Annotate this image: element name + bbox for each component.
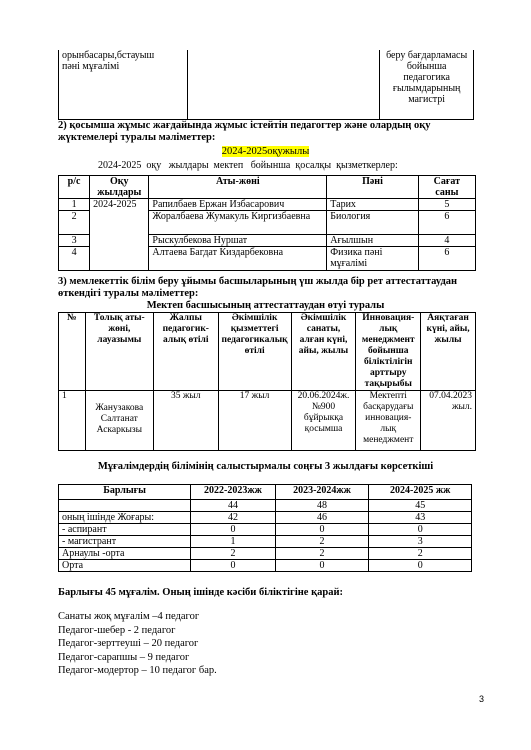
staff-header: Аты-жөні — [149, 176, 327, 199]
top-table-text: магистрі — [408, 94, 446, 105]
director-admin: 17 жыл — [218, 391, 291, 451]
staff-year: 2024-2025 — [90, 199, 149, 271]
director-header: Жалпы педагогик-алық өтілі — [154, 313, 219, 391]
staff-subject: Физика пәні мұғалімі — [327, 247, 418, 271]
comparison-cell: 0 — [191, 560, 275, 572]
comparison-table — [58, 484, 472, 572]
top-table-text: орынбасары,бстауыш — [62, 50, 155, 61]
comparison-cell: 42 — [191, 512, 275, 524]
staff-subject: Тарих — [327, 199, 418, 211]
director-total: 35 жыл — [154, 391, 219, 451]
summary-line: Педагог-сарапшы – 9 педагог — [58, 651, 190, 663]
comparison-cell: 0 — [191, 524, 275, 536]
director-header: Инновация-лық менеджмент бойынша біліктілігін арттыру тақырыбы — [356, 313, 421, 391]
comparison-header: 2024-2025 жж — [369, 485, 472, 500]
summary-list — [58, 610, 217, 678]
comparison-cell: 2 — [275, 548, 369, 560]
section3-heading-line: өткендігі туралы мәліметтер: — [58, 288, 199, 299]
page-number: 3 — [479, 694, 485, 704]
staff-header: Оқу жылдары — [90, 176, 149, 199]
director-category: 20.06.2024ж. №900 бұйрыкқа қосымша — [291, 391, 356, 451]
top-table — [58, 50, 474, 120]
comparison-cell: 46 — [275, 512, 369, 524]
top-table-text: педагогика — [403, 72, 450, 83]
summary-line: Педагог-модертор – 10 педагог бар. — [58, 665, 217, 676]
director-table — [58, 312, 476, 451]
staff-name: Рапилбаев Ержан Избасарович — [149, 199, 327, 211]
director-num: 1 — [59, 391, 86, 451]
staff-hours: 5 — [418, 199, 475, 211]
comparison-cell: 2 — [191, 548, 275, 560]
comparison-label — [59, 500, 191, 512]
staff-table — [58, 175, 476, 271]
year-highlight-wrap — [0, 146, 531, 157]
staff-header: Сағат саны — [418, 176, 475, 199]
comparison-label: оның ішінде Жоғары: — [59, 512, 191, 524]
director-finished: 07.04.2023 жыл. — [421, 391, 476, 451]
staff-num: 1 — [59, 199, 90, 211]
comparison-cell: 1 — [191, 536, 275, 548]
section2-heading — [58, 120, 488, 144]
section3-heading — [58, 276, 498, 300]
staff-name: Жоралбаева Жумакуль Киргизбаевна — [149, 211, 327, 235]
section3-heading-line: 3) мемлекеттік білім беру ұйымы басшыларының үш жылда бір рет аттестаттаудан — [58, 276, 458, 287]
director-header: Әкімшілік қызметтегі педагогикалық өтілі — [218, 313, 291, 391]
top-table-text: бойынша — [406, 61, 447, 72]
section3-table-title: Мектеп басшысының аттестаттаудан өтуі туралы — [146, 300, 385, 311]
year-highlight: 2024-2025оқужылы — [221, 146, 310, 157]
comparison-cell: 45 — [369, 500, 472, 512]
staff-name: Рыскулбекова Нуршат — [149, 235, 327, 247]
top-table-text: ғылымдарының — [392, 83, 461, 94]
comparison-label: Арнаулы -орта — [59, 548, 191, 560]
staff-hours: 4 — [418, 235, 475, 247]
staff-header: р/с — [59, 176, 90, 199]
top-table-cell-3 — [380, 50, 474, 119]
comparison-title: Мұғалімдердің білімінің салыстырмалы соңғы 3 жылдағы көрсеткіші — [97, 461, 434, 472]
comparison-header: 2022-2023жж — [191, 485, 275, 500]
comparison-cell: 43 — [369, 512, 472, 524]
comparison-label: - аспирант — [59, 524, 191, 536]
comparison-cell: 0 — [369, 560, 472, 572]
staff-subject: Биология — [327, 211, 418, 235]
director-topic: Мектепті басқарудағы инновация-лық менеджмент — [356, 391, 421, 451]
top-table-text: пәні мұғалімі — [62, 61, 120, 72]
comparison-cell: 2 — [275, 536, 369, 548]
comparison-cell: 0 — [369, 524, 472, 536]
staff-num: 3 — [59, 235, 90, 247]
top-table-cell-1 — [59, 50, 188, 119]
staff-hours: 6 — [418, 211, 475, 235]
section2-subtitle: 2024-2025 оқу жылдары мектеп бойынша қосалқы қызметкерлер: — [98, 160, 398, 171]
comparison-cell: 2 — [369, 548, 472, 560]
comparison-header: Барлығы — [59, 485, 191, 500]
staff-num: 2 — [59, 211, 90, 235]
director-header: Аяқтаған күні, айы, жылы — [421, 313, 476, 391]
staff-header: Пәні — [327, 176, 418, 199]
comparison-cell: 48 — [275, 500, 369, 512]
summary-line: Педагог-зерттеуші – 20 педагог — [58, 638, 199, 649]
section2-heading-line: жүктемелері туралы мәліметтер: — [58, 132, 216, 143]
comparison-label: Орта — [59, 560, 191, 572]
comparison-cell: 44 — [191, 500, 275, 512]
section2-heading-line: 2) қосымша жұмыс жағдайында жұмыс істейтін педагогтер және олардың оқу — [58, 120, 431, 131]
comparison-cell: 0 — [275, 560, 369, 572]
comparison-cell: 3 — [369, 536, 472, 548]
staff-name: Алтаева Багдат Киздарбековна — [149, 247, 327, 271]
comparison-header: 2023-2024жж — [275, 485, 369, 500]
comparison-cell: 0 — [275, 524, 369, 536]
staff-subject: Ағылшын — [327, 235, 418, 247]
top-table-text: беру бағдарламасы — [386, 50, 468, 61]
summary-line: Педагог-шебер - 2 педагог — [58, 624, 176, 636]
director-header: № — [59, 313, 86, 391]
director-header: Толық аты-жөні, лауазымы — [85, 313, 153, 391]
top-table-cell-2 — [187, 50, 380, 119]
staff-num: 4 — [59, 247, 90, 271]
staff-hours: 6 — [418, 247, 475, 271]
comparison-label: - магистрант — [59, 536, 191, 548]
summary-line: Санаты жоқ мұғалім –4 педагог — [58, 611, 200, 622]
director-header: Әкімшілік санаты, алған күні, айы, жылы — [291, 313, 356, 391]
summary-heading: Барлығы 45 мұғалім. Оның ішінде кәсіби біліктігіне қарай: — [58, 587, 344, 598]
director-name: Жанузакова Салтанат Аскаркызы — [85, 391, 153, 451]
